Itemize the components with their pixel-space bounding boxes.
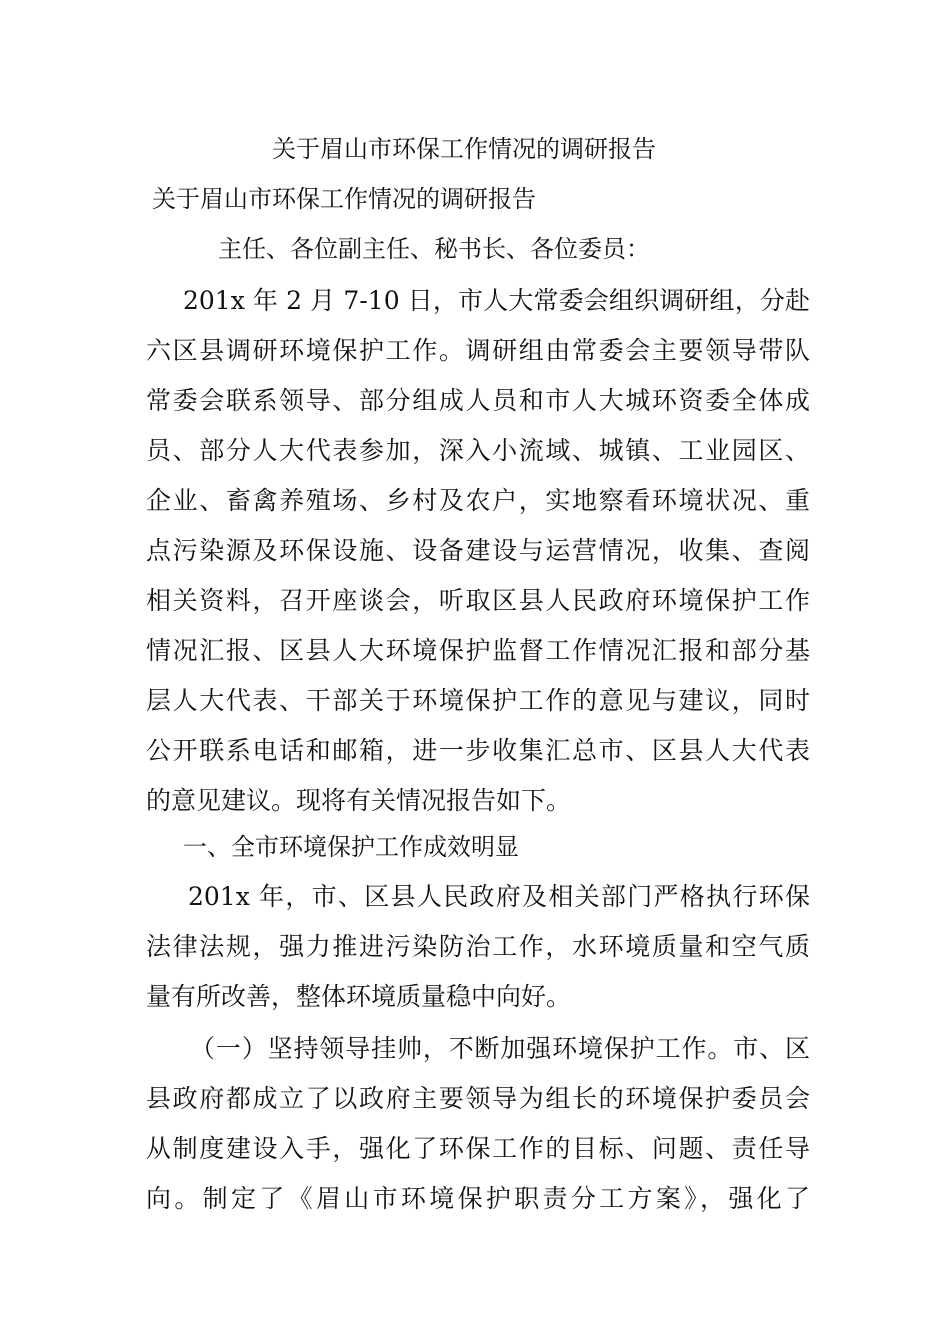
paragraph-1-line-8: 情况汇报、区县人大环境保护监督工作情况汇报和部分基 [146,636,810,665]
document-subtitle: 关于眉山市环保工作情况的调研报告 [152,185,536,213]
salutation: 主任、各位副主任、秘书长、各位委员： [218,235,650,263]
paragraph-1-line-4: 员、部分人大代表参加，深入小流域、城镇、工业园区、 [146,436,810,465]
paragraph-1-line-2: 六区县调研环境保护工作。调研组由常委会主要领导带队 [146,336,810,365]
paragraph-3-line-4: 向。制定了《眉山市环境保护职责分工方案》，强化了 [146,1184,810,1213]
paragraph-3-line-1: （一）坚持领导挂帅，不断加强环境保护工作。市、区 [190,1034,810,1063]
paragraph-1-line-1: 201x 年 2 月 7-10 日，市人大常委会组织调研组，分赴 [183,286,810,315]
paragraph-1-line-9: 层人大代表、干部关于环境保护工作的意见与建议，同时 [146,686,810,715]
paragraph-3-line-2: 县政府都成立了以政府主要领导为组长的环境保护委员会 [146,1084,810,1113]
paragraph-1-line-11: 的意见建议。现将有关情况报告如下。 [146,786,572,815]
paragraph-2-line-3: 量有所改善，整体环境质量稳中向好。 [146,982,572,1011]
paragraph-3-line-3: 从制度建设入手，强化了环保工作的目标、问题、责任导 [146,1134,810,1163]
document-title: 关于眉山市环保工作情况的调研报告 [272,135,656,163]
paragraph-2-line-2: 法律法规，强力推进污染防治工作，水环境质量和空气质 [146,932,810,961]
paragraph-1-line-7: 相关资料，召开座谈会，听取区县人民政府环境保护工作 [146,586,810,615]
paragraph-2-line-1: 201x 年，市、区县人民政府及相关部门严格执行环保 [188,882,810,911]
paragraph-1-line-10: 公开联系电话和邮箱，进一步收集汇总市、区县人大代表 [146,736,810,765]
section-heading-1: 一、全市环境保护工作成效明显 [183,833,519,861]
paragraph-1-line-3: 常委会联系领导、部分组成人员和市人大城环资委全体成 [146,386,810,415]
paragraph-1-line-6: 点污染源及环保设施、设备建设与运营情况，收集、查阅 [146,536,810,565]
paragraph-1-line-5: 企业、畜禽养殖场、乡村及农户，实地察看环境状况、重 [146,486,810,515]
